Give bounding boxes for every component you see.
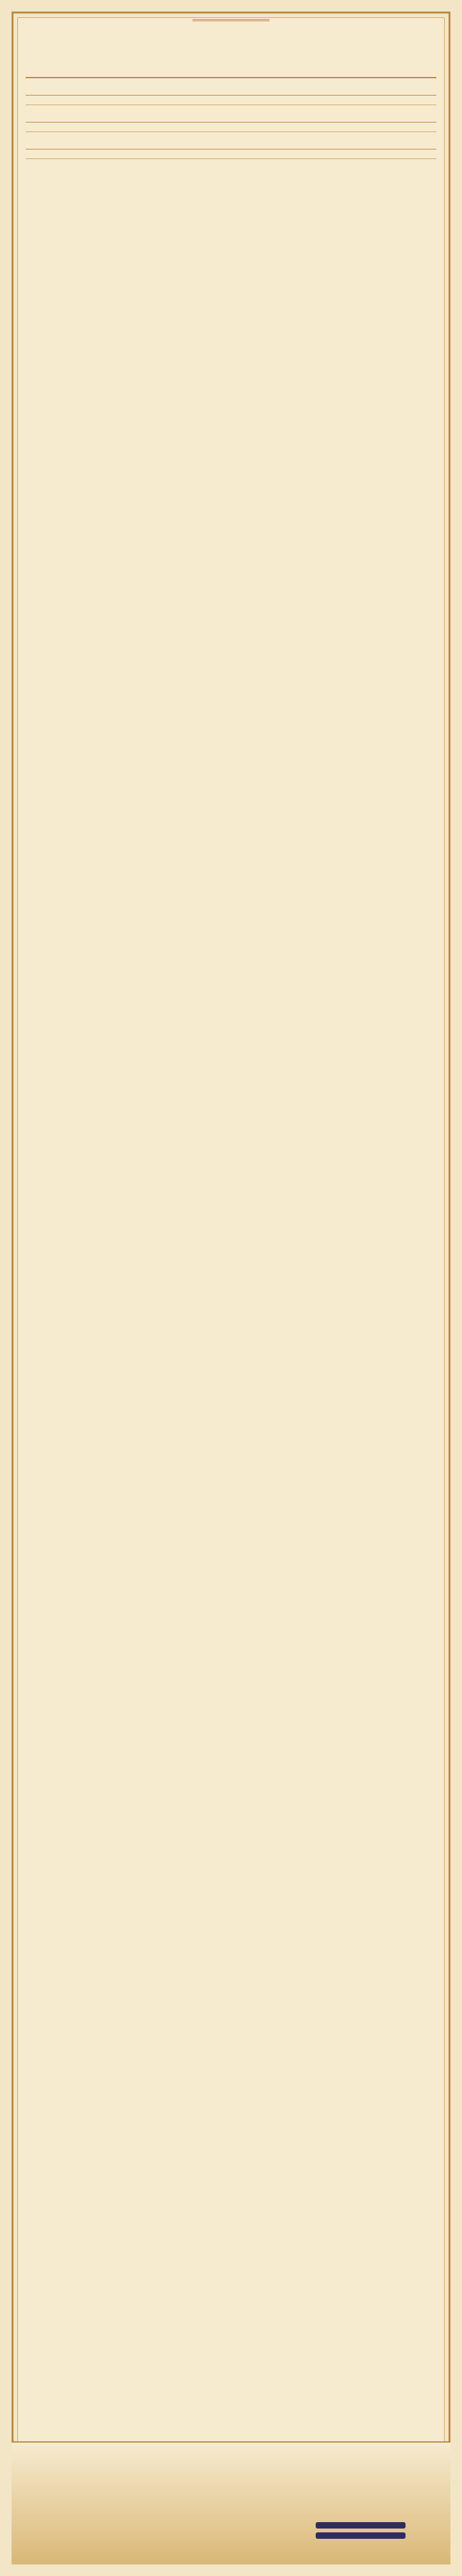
section-divider xyxy=(26,158,436,159)
section-2 xyxy=(26,122,436,132)
sections-container xyxy=(26,95,436,159)
tips-divider xyxy=(26,122,436,123)
title-divider xyxy=(26,77,436,78)
section-divider xyxy=(26,131,436,132)
footer-banner xyxy=(12,2441,450,2564)
section-3 xyxy=(26,149,436,159)
page-frame xyxy=(12,12,450,2564)
credit-version xyxy=(316,2532,406,2539)
game-logo xyxy=(50,2468,204,2545)
top-ornament xyxy=(193,19,270,30)
credit-group xyxy=(316,2522,406,2529)
tips-divider xyxy=(26,95,436,96)
article xyxy=(26,38,436,159)
section-1 xyxy=(26,95,436,105)
credits xyxy=(316,2518,406,2539)
